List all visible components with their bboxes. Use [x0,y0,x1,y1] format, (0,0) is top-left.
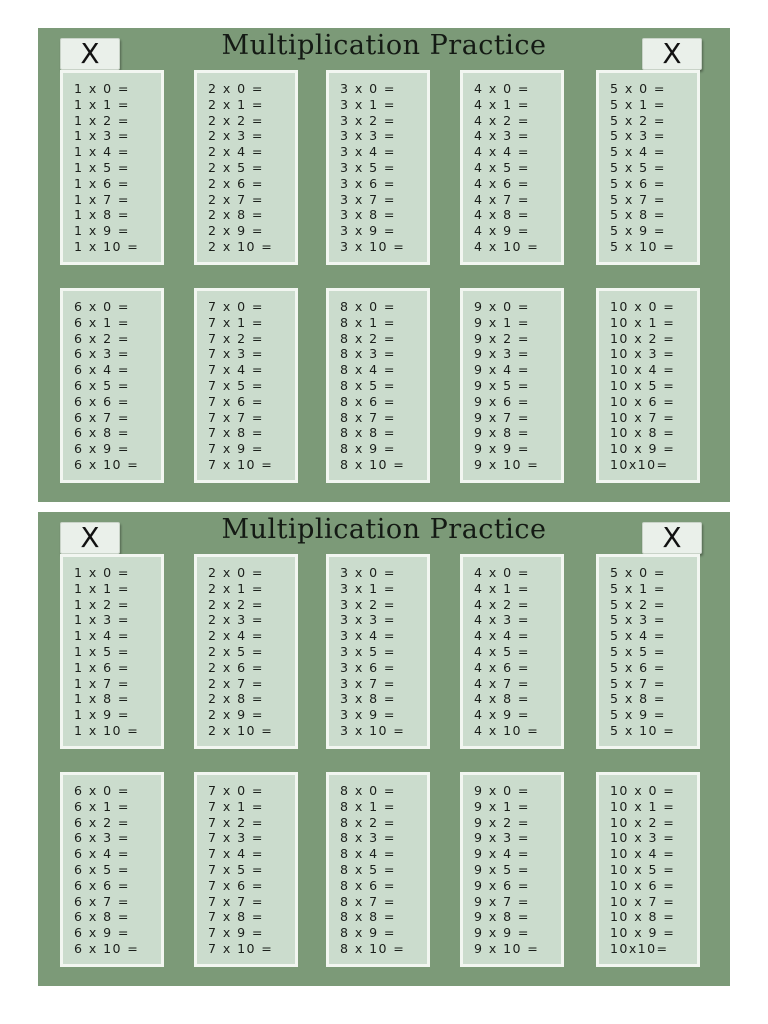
problem-row: 3 x 5 = [340,643,396,659]
problem-row: 5 x 2 = [610,112,666,128]
problem-row: 5 x 6 = [610,659,666,675]
problem-row: 8 x 8 = [340,909,396,925]
times-table-card-4 [460,554,564,749]
times-table-card-1 [60,554,164,749]
problem-row: 10 x 9 = [610,925,676,941]
times-table-card-5 [596,70,700,265]
problem-row: 2 x 8 = [208,207,264,223]
problem-row: 9 x 10 = [474,940,540,956]
problem-row: 7 x 2 = [208,330,264,346]
close-button-left[interactable]: X [60,38,120,70]
problem-row: 6 x 0 = [74,783,130,798]
problem-row: 2 x 2 = [208,112,264,128]
problem-row: 2 x 3 = [208,128,264,144]
problem-row: 3 x 7 = [340,191,396,207]
problem-row: 4 x 1 = [474,580,530,596]
problem-row: 4 x 5 = [474,643,530,659]
times-table-card-2 [194,70,298,265]
problem-row: 5 x 7 = [610,191,666,207]
problem-row: 1 x 2 = [74,596,130,612]
problem-row: 6 x 1 = [74,314,130,330]
problem-row: 7 x 8 = [208,909,264,925]
problem-row: 1 x 0 = [74,565,130,580]
problem-row: 7 x 0 = [208,783,264,798]
problem-row: 5 x 7 = [610,675,666,691]
problem-row: 1 x 8 = [74,691,130,707]
times-table-card-9 [460,772,564,967]
problem-row: 9 x 6 = [474,877,530,893]
problem-row: 9 x 8 = [474,909,530,925]
problem-row: 10 x 1 = [610,798,676,814]
close-button-right[interactable]: X [642,522,702,554]
problem-row: 8 x 5 = [340,377,396,393]
problem-row: 6 x 3 = [74,346,130,362]
problem-row: 6 x 4 = [74,846,130,862]
problem-row: 4 x 7 = [474,191,530,207]
problem-row: 1 x 7 = [74,675,130,691]
problem-row: 2 x 2 = [208,596,264,612]
problem-row: 6 x 7 = [74,893,130,909]
problem-row: 3 x 8 = [340,207,396,223]
close-button-right[interactable]: X [642,38,702,70]
problem-row: 2 x 4 = [208,144,264,160]
times-table-card-7 [194,772,298,967]
problem-row: 1 x 3 = [74,128,130,144]
problem-row: 1 x 4 = [74,144,130,160]
problem-row: 1 x 1 = [74,580,130,596]
problem-row: 9 x 5 = [474,861,530,877]
problem-row: 7 x 1 = [208,798,264,814]
problem-row: 5 x 10 = [610,722,676,738]
times-table-card-3 [326,554,430,749]
problem-row: 10 x 6 = [610,877,676,893]
problem-row: 2 x 7 = [208,675,264,691]
problem-row: 3 x 6 = [340,175,396,191]
problem-row: 1 x 3 = [74,612,130,628]
problem-row: 7 x 7 = [208,893,264,909]
problem-row: 6 x 5 = [74,861,130,877]
problem-row: 10 x 7 = [610,409,676,425]
problem-row: 3 x 4 = [340,144,396,160]
problem-row: 3 x 1 = [340,580,396,596]
problem-row: 9 x 9 = [474,441,530,457]
problem-row: 3 x 6 = [340,659,396,675]
problem-row: 10x10= [610,940,669,956]
problem-row: 8 x 4 = [340,846,396,862]
problem-row: 8 x 7 = [340,409,396,425]
problem-row: 4 x 1 = [474,96,530,112]
problem-row: 7 x 9 = [208,441,264,457]
problem-row: 9 x 10 = [474,456,540,472]
problem-row: 7 x 7 = [208,409,264,425]
problem-row: 6 x 8 = [74,909,130,925]
problem-row: 9 x 4 = [474,846,530,862]
problem-row: 6 x 2 = [74,814,130,830]
problem-row: 10 x 4 = [610,846,676,862]
problem-row: 4 x 3 = [474,612,530,628]
problem-row: 3 x 5 = [340,159,396,175]
problem-row: 7 x 8 = [208,425,264,441]
problem-row: 7 x 2 = [208,814,264,830]
problem-row: 9 x 2 = [474,814,530,830]
problem-row: 5 x 1 = [610,96,666,112]
worksheet-bottom [38,512,730,986]
times-table-card-9 [460,288,564,483]
problem-row: 6 x 2 = [74,330,130,346]
problem-row: 9 x 3 = [474,830,530,846]
problem-row: 10 x 5 = [610,861,676,877]
problem-row: 8 x 8 = [340,425,396,441]
problem-row: 2 x 1 = [208,96,264,112]
problem-row: 6 x 10 = [74,456,140,472]
problem-row: 7 x 4 = [208,362,264,378]
problem-row: 6 x 1 = [74,798,130,814]
problem-row: 9 x 6 = [474,393,530,409]
times-table-card-7 [194,288,298,483]
problem-row: 3 x 3 = [340,128,396,144]
problem-row: 7 x 4 = [208,846,264,862]
problem-row: 6 x 10 = [74,940,140,956]
problem-row: 10 x 0 = [610,299,676,314]
problem-row: 8 x 2 = [340,814,396,830]
problem-row: 10 x 1 = [610,314,676,330]
problem-row: 7 x 6 = [208,877,264,893]
problem-row: 6 x 6 = [74,393,130,409]
problem-row: 10 x 0 = [610,783,676,798]
problem-row: 8 x 6 = [340,393,396,409]
table-grid [38,512,730,986]
problem-row: 7 x 5 = [208,377,264,393]
problem-row: 1 x 2 = [74,112,130,128]
problem-row: 10 x 5 = [610,377,676,393]
problem-row: 2 x 10 = [208,722,274,738]
problem-row: 4 x 8 = [474,691,530,707]
problem-row: 3 x 8 = [340,691,396,707]
problem-row: 1 x 7 = [74,191,130,207]
problem-row: 9 x 3 = [474,346,530,362]
problem-row: 3 x 2 = [340,596,396,612]
problem-row: 5 x 10 = [610,238,676,254]
problem-row: 4 x 2 = [474,596,530,612]
table-grid [38,28,730,502]
problem-row: 2 x 0 = [208,565,264,580]
problem-row: 3 x 3 = [340,612,396,628]
problem-row: 5 x 8 = [610,691,666,707]
problem-row: 2 x 1 = [208,580,264,596]
problem-row: 7 x 10 = [208,940,274,956]
problem-row: 2 x 3 = [208,612,264,628]
problem-row: 6 x 0 = [74,299,130,314]
problem-row: 10 x 3 = [610,830,676,846]
problem-row: 5 x 1 = [610,580,666,596]
problem-row: 4 x 10 = [474,238,540,254]
problem-row: 5 x 0 = [610,565,666,580]
problem-row: 5 x 4 = [610,628,666,644]
problem-row: 6 x 9 = [74,441,130,457]
times-table-card-2 [194,554,298,749]
problem-row: 7 x 6 = [208,393,264,409]
problem-row: 2 x 6 = [208,175,264,191]
problem-row: 8 x 0 = [340,299,396,314]
problem-row: 4 x 9 = [474,707,530,723]
worksheet-top [38,28,730,502]
problem-row: 3 x 0 = [340,81,396,96]
problem-row: 4 x 4 = [474,144,530,160]
problem-row: 6 x 7 = [74,409,130,425]
problem-row: 8 x 1 = [340,314,396,330]
problem-row: 9 x 0 = [474,783,530,798]
problem-row: 7 x 0 = [208,299,264,314]
problem-row: 6 x 6 = [74,877,130,893]
problem-row: 1 x 6 = [74,659,130,675]
problem-row: 10 x 9 = [610,441,676,457]
problem-row: 2 x 8 = [208,691,264,707]
problem-row: 3 x 7 = [340,675,396,691]
problem-row: 9 x 1 = [474,798,530,814]
problem-row: 6 x 5 = [74,377,130,393]
problem-row: 4 x 3 = [474,128,530,144]
problem-row: 7 x 3 = [208,830,264,846]
problem-row: 4 x 10 = [474,722,540,738]
problem-row: 1 x 0 = [74,81,130,96]
problem-row: 8 x 2 = [340,330,396,346]
problem-row: 5 x 0 = [610,81,666,96]
problem-row: 5 x 5 = [610,159,666,175]
problem-row: 2 x 9 = [208,707,264,723]
problem-row: 6 x 8 = [74,425,130,441]
problem-row: 9 x 7 = [474,893,530,909]
problem-row: 9 x 4 = [474,362,530,378]
close-button-left[interactable]: X [60,522,120,554]
problem-row: 3 x 9 = [340,707,396,723]
problem-row: 2 x 5 = [208,643,264,659]
problem-row: 2 x 6 = [208,659,264,675]
problem-row: 1 x 10 = [74,238,140,254]
problem-row: 8 x 0 = [340,783,396,798]
problem-row: 8 x 4 = [340,362,396,378]
problem-row: 4 x 4 = [474,628,530,644]
times-table-card-4 [460,70,564,265]
problem-row: 9 x 5 = [474,377,530,393]
problem-row: 9 x 9 = [474,925,530,941]
problem-row: 1 x 5 = [74,159,130,175]
problem-row: 10 x 8 = [610,909,676,925]
problem-row: 10 x 4 = [610,362,676,378]
problem-row: 9 x 0 = [474,299,530,314]
problem-row: 1 x 9 = [74,223,130,239]
problem-row: 4 x 0 = [474,565,530,580]
problem-row: 3 x 0 = [340,565,396,580]
problem-row: 3 x 1 = [340,96,396,112]
problem-row: 4 x 7 = [474,675,530,691]
problem-row: 2 x 5 = [208,159,264,175]
problem-row: 8 x 9 = [340,441,396,457]
problem-row: 8 x 10 = [340,456,406,472]
problem-row: 5 x 9 = [610,223,666,239]
problem-row: 10 x 8 = [610,425,676,441]
page-title: Multiplication Practice [221,30,547,61]
problem-row: 9 x 2 = [474,330,530,346]
problem-row: 4 x 6 = [474,175,530,191]
problem-row: 4 x 0 = [474,81,530,96]
problem-row: 7 x 3 = [208,346,264,362]
problem-row: 8 x 10 = [340,940,406,956]
times-table-card-8 [326,772,430,967]
problem-row: 7 x 10 = [208,456,274,472]
problem-row: 7 x 9 = [208,925,264,941]
problem-row: 1 x 10 = [74,722,140,738]
times-table-card-8 [326,288,430,483]
problem-row: 10 x 3 = [610,346,676,362]
problem-row: 2 x 0 = [208,81,264,96]
problem-row: 8 x 9 = [340,925,396,941]
problem-row: 3 x 2 = [340,112,396,128]
problem-row: 5 x 3 = [610,612,666,628]
times-table-card-3 [326,70,430,265]
page-title: Multiplication Practice [221,514,547,545]
problem-row: 10 x 6 = [610,393,676,409]
problem-row: 6 x 4 = [74,362,130,378]
problem-row: 5 x 3 = [610,128,666,144]
problem-row: 2 x 10 = [208,238,274,254]
problem-row: 3 x 10 = [340,722,406,738]
problem-row: 3 x 9 = [340,223,396,239]
problem-row: 6 x 9 = [74,925,130,941]
problem-row: 10x10= [610,456,669,472]
problem-row: 5 x 6 = [610,175,666,191]
times-table-card-6 [60,772,164,967]
problem-row: 7 x 5 = [208,861,264,877]
problem-row: 4 x 2 = [474,112,530,128]
problem-row: 9 x 8 = [474,425,530,441]
problem-row: 2 x 7 = [208,191,264,207]
problem-row: 1 x 6 = [74,175,130,191]
problem-row: 7 x 1 = [208,314,264,330]
times-table-card-10 [596,288,700,483]
problem-row: 1 x 5 = [74,643,130,659]
problem-row: 10 x 2 = [610,814,676,830]
problem-row: 4 x 8 = [474,207,530,223]
problem-row: 2 x 4 = [208,628,264,644]
problem-row: 2 x 9 = [208,223,264,239]
problem-row: 8 x 6 = [340,877,396,893]
problem-row: 5 x 8 = [610,207,666,223]
problem-row: 5 x 4 = [610,144,666,160]
times-table-card-1 [60,70,164,265]
problem-row: 9 x 7 = [474,409,530,425]
problem-row: 8 x 1 = [340,798,396,814]
problem-row: 3 x 4 = [340,628,396,644]
problem-row: 4 x 5 = [474,159,530,175]
problem-row: 8 x 5 = [340,861,396,877]
problem-row: 6 x 3 = [74,830,130,846]
problem-row: 5 x 2 = [610,596,666,612]
problem-row: 10 x 7 = [610,893,676,909]
times-table-card-6 [60,288,164,483]
problem-row: 10 x 2 = [610,330,676,346]
times-table-card-10 [596,772,700,967]
problem-row: 1 x 9 = [74,707,130,723]
problem-row: 1 x 1 = [74,96,130,112]
times-table-card-5 [596,554,700,749]
problem-row: 9 x 1 = [474,314,530,330]
problem-row: 5 x 5 = [610,643,666,659]
problem-row: 1 x 4 = [74,628,130,644]
problem-row: 3 x 10 = [340,238,406,254]
problem-row: 5 x 9 = [610,707,666,723]
problem-row: 8 x 3 = [340,830,396,846]
problem-row: 8 x 3 = [340,346,396,362]
problem-row: 4 x 6 = [474,659,530,675]
problem-row: 8 x 7 = [340,893,396,909]
problem-row: 4 x 9 = [474,223,530,239]
problem-row: 1 x 8 = [74,207,130,223]
